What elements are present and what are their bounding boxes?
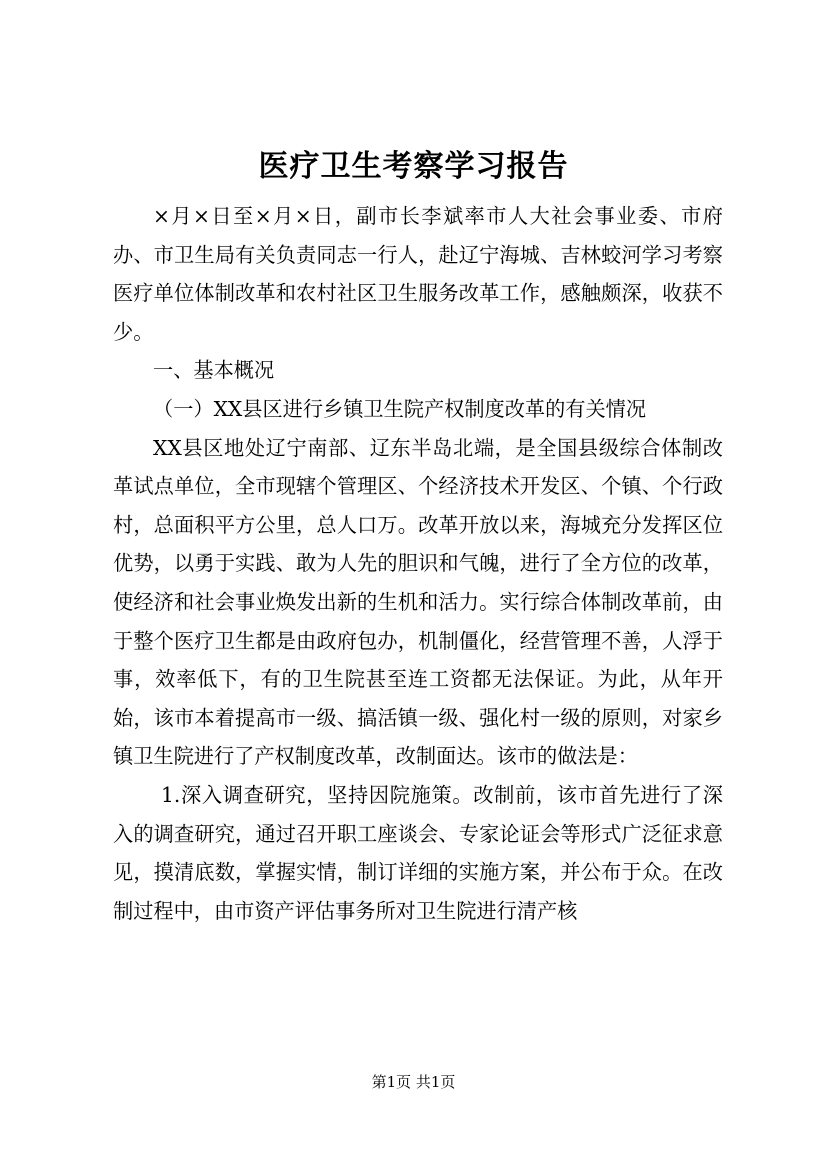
measure-paragraph: 1.深入调查研究，坚持因院施策。改制前，该市首先进行了深入的调查研究，通过召开职工座谈会、专家论证会等形式广泛征求意见，摸清底数，掌握实情，制订详细的实施方案，并公布于众。在改制过程中，由市资产评估事务所对卫生院进行清产核 [113,782,723,923]
document-title: 医疗卫生考察学习报告 [258,149,569,184]
overview-paragraph: XX县区地处辽宁南部、辽东半岛北端，是全国县级综合体制改革试点单位，全市现辖个管理区、个经济技术开发区、个镇、个行政村，总面积平方公里，总人口万。改革开放以来，海城充分发挥区位优势，以勇于实践、敢为人先的胆识和气魄，进行了全方位的改革，使经济和社会事业焕发出新的生机和活力。实行综合体制改革前，由于整个医疗卫生都是由政府包办，机制僵化，经营管理不善，人浮于事，效率低下，有的卫生院甚至连工资都无法保证。为此，从年开始，该市本着提高市一级、搞活镇一级、强化村一级的原则，对家乡镇卫生院进行了产权制度改革，改制面达。该市的做法是： [113,435,723,769]
section-heading: 一、基本概况 [153,358,275,383]
subsection-heading: （一）XX县区进行乡镇卫生院产权制度改革的有关情况 [153,396,647,421]
intro-paragraph: ×月×日至×月×日，副市长李斌率市人大社会事业委、市府办、市卫生局有关负责同志一行人，赴辽宁海城、吉林蛟河学习考察医疗单位体制改革和农村社区卫生服务改革工作，感触颇深，收获不少。 [113,204,723,344]
document-body [113,197,723,930]
page-footer: 第1页 共1页 [371,1073,456,1091]
